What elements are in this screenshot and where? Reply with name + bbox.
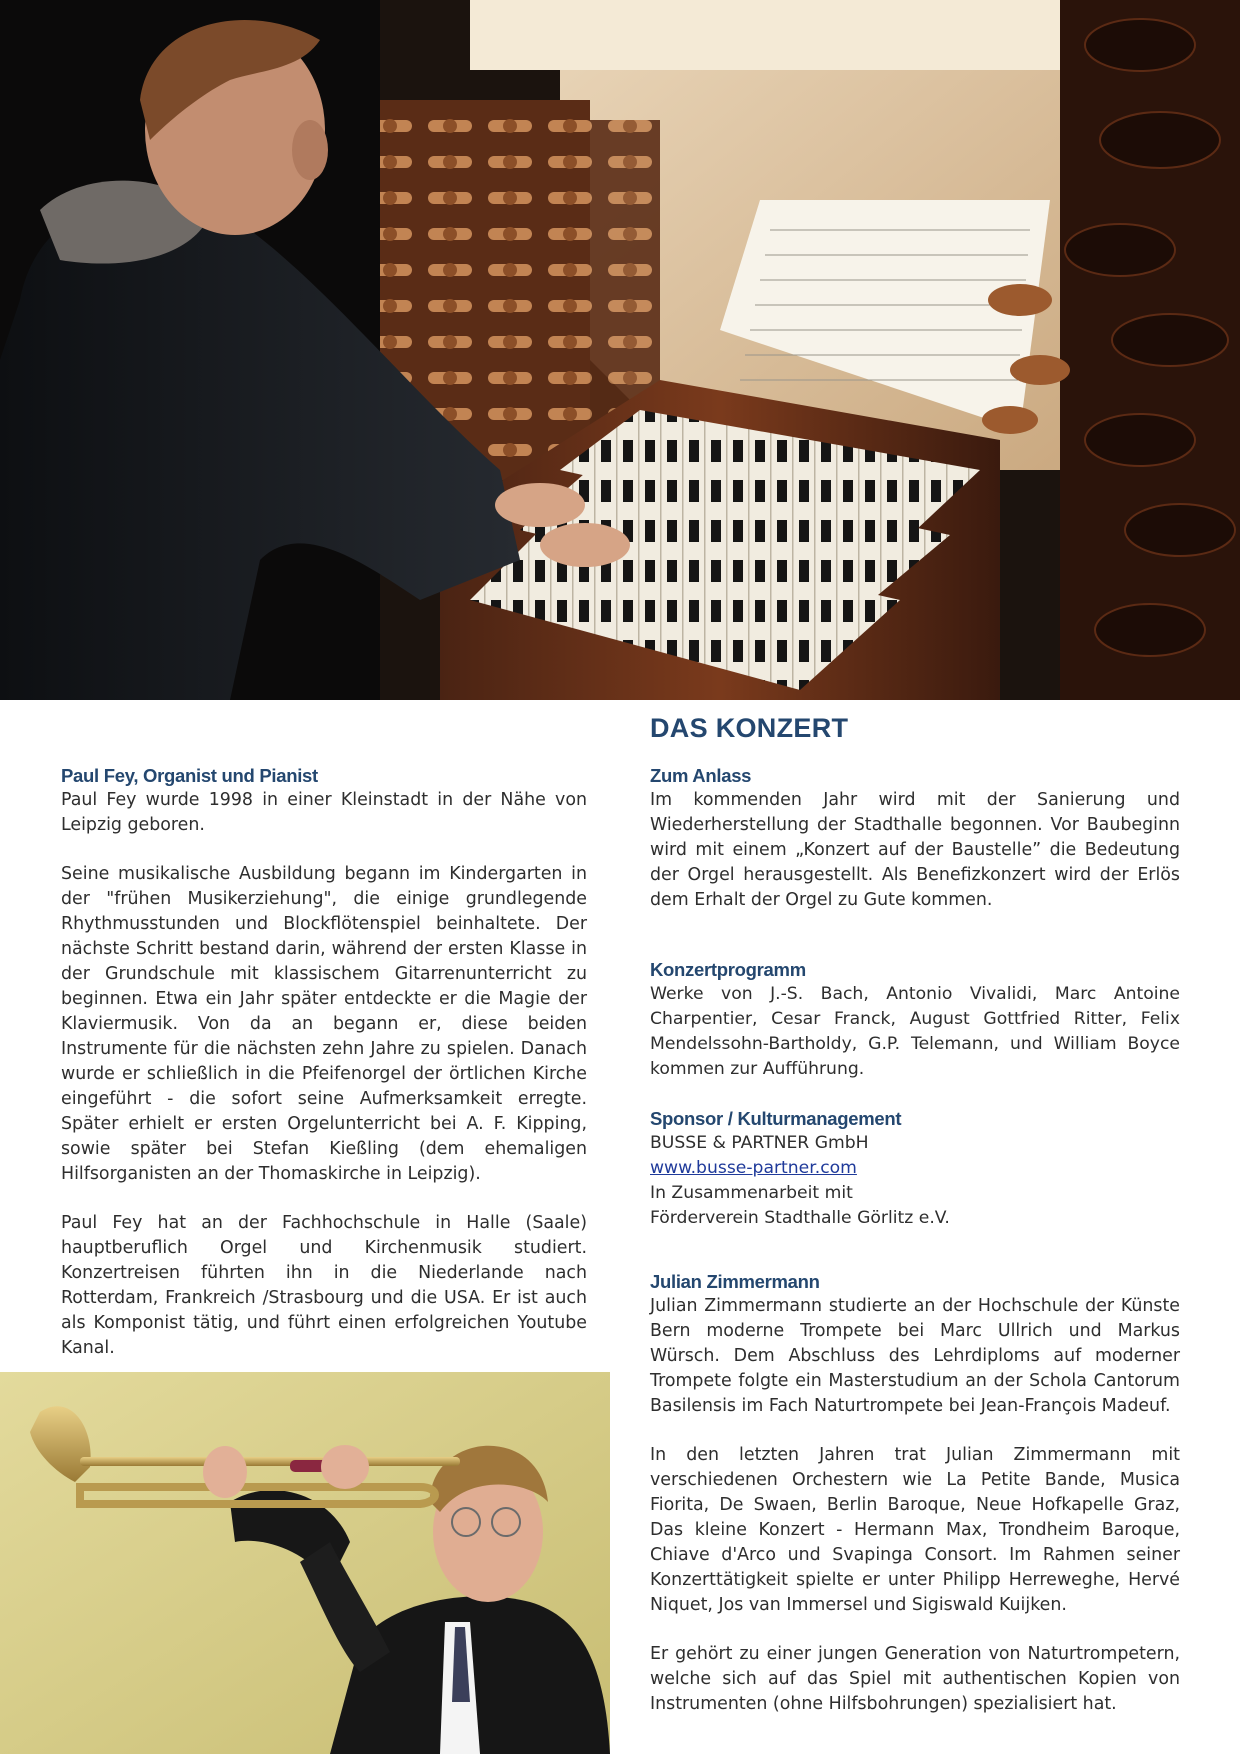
anlass-heading: Zum Anlass xyxy=(650,765,752,786)
julian-paragraph-2: In den letzten Jahren trat Julian Zimmermann mit verschiedenen Orchestern wie La Petite Bande, Musica Fiorita, De Swaen, Berlin Baroque, Neue Hofkapelle Graz, Das kleine Konzert - Hermann Max, Trondheim Baroque, Chiave d'Arco und Svapinga Consort. Im Rahmen seiner Konzerttätigkeit spielte er unter Philipp Herreweghe, Hervé Niquet, Jos van Immersel und Sigiswald Kuijken. xyxy=(650,1445,1180,1615)
sponsor-heading: Sponsor / Kulturmanagement xyxy=(650,1108,902,1129)
paul-fey-paragraph-2: Seine musikalische Ausbildung begann im Kindergarten in der "frühen Musikerziehung", die einige grundlegende Rhythmusstunden und Blockflötenspiel beinhaltete. Der nächste Schritt bestand darin, während der ersten Klasse in der Grundschule mit klassischem Gitarrenunterricht zu beginnen. Etwa ein Jahr später entdeckte er die Magie der Klaviermusik. Von da an begann er, diese beiden Instrumente für die nächsten zehn Jahre zu spielen. Danach wurde er schließlich in die Pfeifenorgel der örtlichen Kirche eingeführt - die sofort seine Aufmerksamkeit erregte. Später erhielt er ersten Orgelunterricht bei A. F. Kipping, sowie später bei Stefan Kießling (dem ehemaligen Hilfsorganisten an der Thomaskirche in Leipzig). xyxy=(61,864,587,1184)
section-title: DAS KONZERT xyxy=(650,713,849,743)
programm-text: Werke von J.-S. Bach, Antonio Vivalidi, Marc Antoine Charpentier, Cesar Franck, August Gottfried Ritter, Felix Mendelssohn-Bartholdy, G.P. Telemann, und William Boyce kommen zur Aufführung. xyxy=(650,984,1180,1079)
julian-zimmermann-heading: Julian Zimmermann xyxy=(650,1271,820,1292)
left-column xyxy=(61,763,587,1361)
sponsor-name: BUSSE & PARTNER GmbH xyxy=(650,1133,869,1153)
anlass-text: Im kommenden Jahr wird mit der Sanierung und Wiederherstellung der Stadthalle begonnen. Vor Baubeginn wird mit einem „Konzert auf der Baustelle” die Bedeutung der Orgel herausgestellt. Als Benefizkonzert wird der Erlös dem Erhalt der Orgel zu Gute kommen. xyxy=(650,790,1180,910)
right-column xyxy=(650,713,1180,1717)
paul-fey-paragraph-3: Paul Fey hat an der Fachhochschule in Halle (Saale) hauptberuflich Orgel und Kirchenmusik studiert. Konzertreisen führten ihn in die Niederlande nach Rotterdam, Frankreich /Strasbourg und die USA. Er ist auch als Komponist tätig, und führt einen erfolgreichen Youtube Kanal. xyxy=(61,1213,587,1358)
sponsor-website-link[interactable]: www.busse-partner.com xyxy=(650,1158,857,1178)
sponsor-partner: Förderverein Stadthalle Görlitz e.V. xyxy=(650,1208,950,1228)
paul-fey-heading: Paul Fey, Organist und Pianist xyxy=(61,765,318,786)
trumpeter-photo xyxy=(0,1372,610,1754)
julian-paragraph-1: Julian Zimmermann studierte an der Hochschule der Künste Bern moderne Trompete bei Marc Ullrich und Markus Würsch. Dem Abschluss des Lehrdiploms auf moderner Trompete folgte ein Masterstudium an der Schola Cantorum Basilensis im Fach Naturtrompete bei Jean-François Madeuf. xyxy=(650,1296,1180,1416)
organist-photo xyxy=(0,0,1240,700)
sponsor-cooperation-label: In Zusammenarbeit mit xyxy=(650,1183,853,1203)
julian-paragraph-3: Er gehört zu einer jungen Generation von Naturtrompetern, welche sich auf das Spiel mit authentischen Kopien von Instrumenten (ohne Hilfsbohrungen) spezialisiert hat. xyxy=(650,1644,1180,1714)
programm-heading: Konzertprogramm xyxy=(650,959,806,980)
paul-fey-paragraph-1: Paul Fey wurde 1998 in einer Kleinstadt in der Nähe von Leipzig geboren. xyxy=(61,790,587,835)
